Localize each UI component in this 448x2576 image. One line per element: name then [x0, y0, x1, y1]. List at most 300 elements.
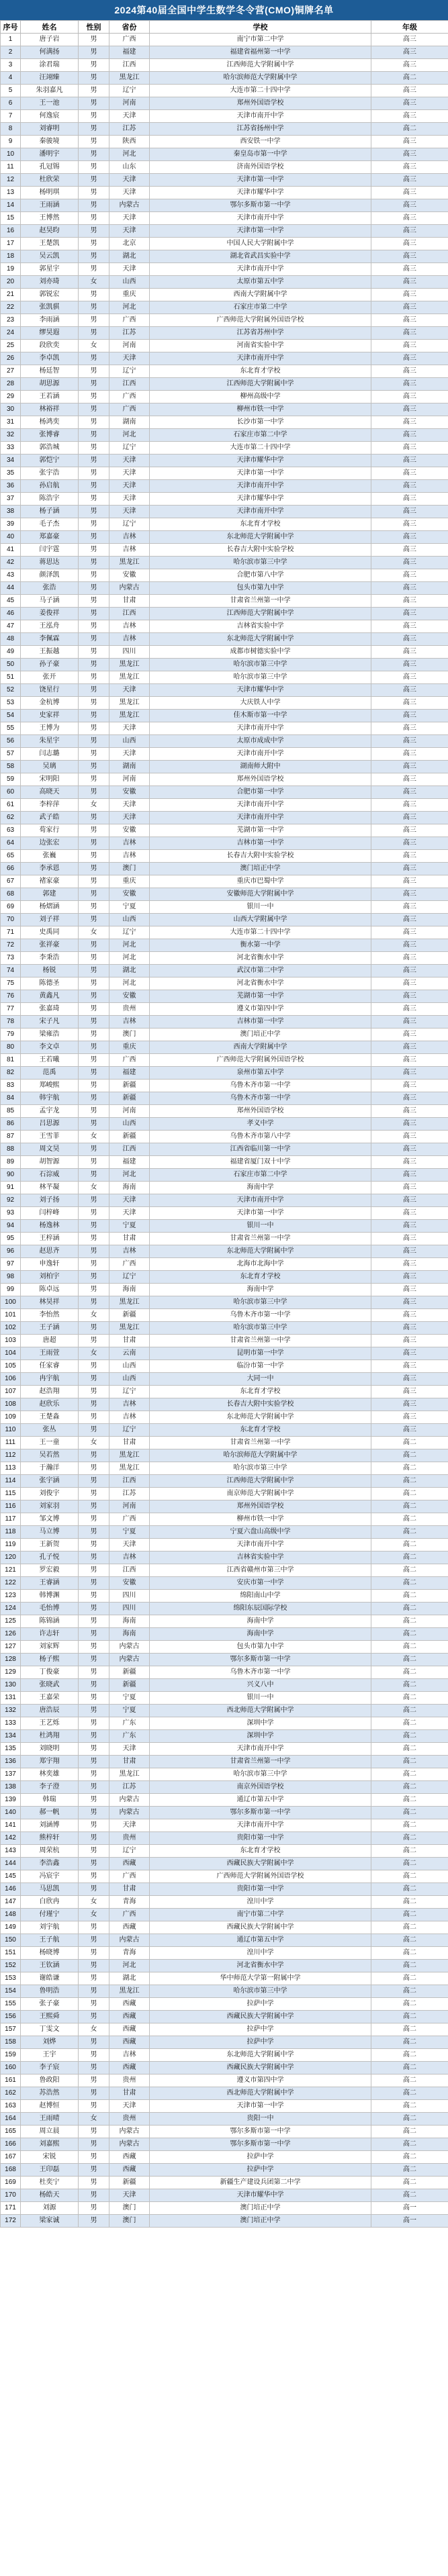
cell-school: 长春吉大附中实验学校 — [150, 850, 371, 863]
cell-gender: 男 — [79, 1870, 109, 1883]
cell-grade: 高二 — [371, 1909, 448, 1921]
cell-gender: 男 — [79, 1807, 109, 1819]
cell-grade: 高三 — [371, 1233, 448, 1245]
cell-index: 10 — [1, 148, 21, 161]
cell-name: 杜奕宁 — [21, 2177, 79, 2189]
cell-school: 孝义中学 — [150, 1118, 371, 1131]
cell-name: 李子宸 — [21, 2062, 79, 2074]
cell-school: 新疆生产建设兵团第二中学 — [150, 2177, 371, 2189]
cell-index: 130 — [1, 1679, 21, 1692]
cell-gender: 男 — [79, 1207, 109, 1220]
cell-gender: 男 — [79, 1998, 109, 2011]
cell-index: 89 — [1, 1156, 21, 1169]
cell-gender: 男 — [79, 1590, 109, 1603]
cell-grade: 高三 — [371, 506, 448, 518]
cell-school: 天津市第一中学 — [150, 2100, 371, 2113]
cell-school: 江西师范大学附属中学 — [150, 1475, 371, 1488]
cell-grade: 高三 — [371, 161, 448, 174]
cell-gender: 女 — [79, 1309, 109, 1322]
cell-gender: 男 — [79, 365, 109, 378]
cell-index: 108 — [1, 1398, 21, 1411]
cell-index: 118 — [1, 1526, 21, 1539]
cell-name: 马立博 — [21, 1526, 79, 1539]
medal-list-table — [0, 20, 448, 2228]
cell-school: 东北师范大学附属中学 — [150, 531, 371, 544]
cell-gender: 男 — [79, 620, 109, 633]
table-row — [1, 238, 448, 250]
cell-index: 56 — [1, 735, 21, 748]
cell-grade: 高三 — [371, 901, 448, 914]
cell-school: 天津市南开中学 — [150, 1743, 371, 1756]
cell-province: 江苏 — [109, 327, 150, 340]
table-row — [1, 378, 448, 391]
cell-grade: 高三 — [371, 365, 448, 378]
cell-grade: 高三 — [371, 174, 448, 187]
cell-grade: 高三 — [371, 1258, 448, 1271]
cell-grade: 高二 — [371, 1972, 448, 1985]
cell-gender: 男 — [79, 301, 109, 314]
table-row — [1, 72, 448, 85]
cell-province: 天津 — [109, 1743, 150, 1756]
cell-school: 天津市南开中学 — [150, 748, 371, 761]
cell-gender: 女 — [79, 1182, 109, 1194]
cell-grade: 高三 — [371, 1080, 448, 1092]
cell-province: 贵州 — [109, 2074, 150, 2087]
cell-index: 148 — [1, 1909, 21, 1921]
table-row — [1, 557, 448, 569]
cell-index: 65 — [1, 850, 21, 863]
cell-province: 宁夏 — [109, 1220, 150, 1233]
cell-name: 许志轩 — [21, 1628, 79, 1641]
cell-name: 闫志璐 — [21, 748, 79, 761]
cell-province: 澳门 — [109, 1029, 150, 1041]
cell-gender: 男 — [79, 1985, 109, 1998]
cell-grade: 高三 — [371, 1092, 448, 1105]
cell-school: 东北育才学校 — [150, 365, 371, 378]
cell-grade: 高三 — [371, 1003, 448, 1016]
cell-school: 泉州市第五中学 — [150, 1067, 371, 1080]
cell-index: 102 — [1, 1322, 21, 1335]
cell-name: 王一池 — [21, 97, 79, 110]
table-row — [1, 187, 448, 199]
cell-grade: 高二 — [371, 2151, 448, 2164]
cell-grade: 高三 — [371, 1016, 448, 1029]
cell-gender: 男 — [79, 136, 109, 148]
cell-province: 天津 — [109, 352, 150, 365]
cell-school: 南宁市第二中学 — [150, 1909, 371, 1921]
table-row — [1, 633, 448, 646]
cell-school: 山西大学附属中学 — [150, 914, 371, 926]
cell-province: 内蒙古 — [109, 199, 150, 212]
cell-school: 西藏民族大学附属中学 — [150, 2011, 371, 2023]
cell-name: 王博然 — [21, 212, 79, 225]
cell-grade: 高二 — [371, 1807, 448, 1819]
cell-grade: 高二 — [371, 1921, 448, 1934]
cell-school: 江西师范大学附属中学 — [150, 59, 371, 72]
cell-grade: 高三 — [371, 480, 448, 493]
cell-name: 褚家豪 — [21, 875, 79, 888]
cell-grade: 高三 — [371, 1207, 448, 1220]
cell-gender: 男 — [79, 1169, 109, 1182]
cell-grade: 高三 — [371, 1322, 448, 1335]
cell-province: 安徽 — [109, 1577, 150, 1590]
cell-grade: 高三 — [371, 1131, 448, 1143]
cell-grade: 高二 — [371, 1462, 448, 1475]
cell-name: 朱星宇 — [21, 735, 79, 748]
table-row — [1, 1513, 448, 1526]
cell-school: 南京外国语学校 — [150, 1781, 371, 1794]
table-row — [1, 748, 448, 761]
cell-school: 合肥市第一中学 — [150, 786, 371, 799]
cell-school: 包头市第九中学 — [150, 1641, 371, 1654]
cell-grade: 高三 — [371, 1424, 448, 1437]
table-row — [1, 544, 448, 557]
cell-index: 144 — [1, 1858, 21, 1870]
cell-gender: 女 — [79, 1909, 109, 1921]
cell-gender: 男 — [79, 2074, 109, 2087]
cell-index: 90 — [1, 1169, 21, 1182]
cell-name: 任家睿 — [21, 1360, 79, 1373]
cell-province: 新疆 — [109, 1666, 150, 1679]
cell-school: 临汾市第一中学 — [150, 1360, 371, 1373]
cell-gender: 女 — [79, 276, 109, 289]
cell-index: 97 — [1, 1258, 21, 1271]
table-row — [1, 773, 448, 786]
cell-school: 湖南师大附中 — [150, 761, 371, 773]
cell-gender: 男 — [79, 429, 109, 442]
cell-gender: 男 — [79, 2036, 109, 2049]
cell-index: 136 — [1, 1756, 21, 1768]
cell-gender: 男 — [79, 544, 109, 557]
cell-school: 东北师范大学附属中学 — [150, 633, 371, 646]
cell-province: 吉林 — [109, 850, 150, 863]
cell-name: 张祥豪 — [21, 939, 79, 952]
cell-gender: 男 — [79, 684, 109, 697]
cell-name: 张晓武 — [21, 1679, 79, 1692]
cell-gender: 男 — [79, 1819, 109, 1832]
cell-grade: 高三 — [371, 557, 448, 569]
cell-school: 大庆铁人中学 — [150, 697, 371, 710]
cell-gender: 男 — [79, 646, 109, 659]
cell-school: 天津市南开中学 — [150, 722, 371, 735]
cell-gender: 男 — [79, 2049, 109, 2062]
cell-province: 辽宁 — [109, 1271, 150, 1284]
cell-index: 51 — [1, 671, 21, 684]
table-row — [1, 1960, 448, 1972]
cell-grade: 高二 — [371, 1437, 448, 1449]
table-row — [1, 1705, 448, 1717]
cell-name: 王楚淼 — [21, 1411, 79, 1424]
cell-index: 111 — [1, 1437, 21, 1449]
cell-province: 吉林 — [109, 1398, 150, 1411]
table-row — [1, 1003, 448, 1016]
cell-name: 李秉浩 — [21, 952, 79, 965]
cell-gender: 男 — [79, 633, 109, 646]
table-row — [1, 391, 448, 403]
cell-province: 西藏 — [109, 1998, 150, 2011]
cell-gender: 男 — [79, 1271, 109, 1284]
cell-grade: 高三 — [371, 659, 448, 671]
cell-index: 13 — [1, 187, 21, 199]
table-row — [1, 136, 448, 148]
cell-gender: 男 — [79, 2062, 109, 2074]
table-row — [1, 416, 448, 429]
table-row — [1, 327, 448, 340]
cell-index: 162 — [1, 2087, 21, 2100]
cell-province: 天津 — [109, 1207, 150, 1220]
table-row — [1, 1386, 448, 1398]
table-row — [1, 1819, 448, 1832]
cell-index: 109 — [1, 1411, 21, 1424]
cell-school: 哈尔滨市第三中学 — [150, 1296, 371, 1309]
cell-province: 山西 — [109, 276, 150, 289]
cell-gender: 男 — [79, 1564, 109, 1577]
cell-province: 河北 — [109, 939, 150, 952]
cell-school: 银川一中 — [150, 1220, 371, 1233]
cell-province: 甘肃 — [109, 595, 150, 608]
cell-school: 贵阳市第一中学 — [150, 1832, 371, 1845]
cell-grade: 高三 — [371, 914, 448, 926]
table-row — [1, 914, 448, 926]
cell-school: 天津市第一中学 — [150, 1207, 371, 1220]
cell-name: 王子航 — [21, 1934, 79, 1947]
cell-gender: 男 — [79, 2087, 109, 2100]
cell-province: 天津 — [109, 684, 150, 697]
cell-gender: 男 — [79, 595, 109, 608]
table-row — [1, 1220, 448, 1233]
cell-grade: 高三 — [371, 544, 448, 557]
cell-grade: 高二 — [371, 1985, 448, 1998]
cell-index: 12 — [1, 174, 21, 187]
cell-gender: 男 — [79, 824, 109, 837]
cell-grade: 高三 — [371, 1220, 448, 1233]
cell-name: 谢皓谦 — [21, 1972, 79, 1985]
cell-grade: 高二 — [371, 1679, 448, 1692]
cell-name: 邹文博 — [21, 1513, 79, 1526]
table-row — [1, 225, 448, 238]
cell-school: 南京师范大学附属中学 — [150, 1488, 371, 1500]
table-row — [1, 1921, 448, 1934]
cell-gender: 男 — [79, 2202, 109, 2215]
cell-province: 河南 — [109, 1105, 150, 1118]
cell-index: 66 — [1, 863, 21, 875]
cell-province: 新疆 — [109, 1092, 150, 1105]
cell-grade: 高三 — [371, 416, 448, 429]
cell-gender: 男 — [79, 97, 109, 110]
cell-school: 太原市第五中学 — [150, 276, 371, 289]
cell-province: 天津 — [109, 722, 150, 735]
cell-school: 甘肃省兰州第一中学 — [150, 1437, 371, 1449]
cell-index: 19 — [1, 263, 21, 276]
cell-index: 62 — [1, 812, 21, 824]
cell-province: 内蒙古 — [109, 2126, 150, 2138]
cell-gender: 男 — [79, 1577, 109, 1590]
cell-province: 贵州 — [109, 1832, 150, 1845]
table-row — [1, 1347, 448, 1360]
cell-province: 黑龙江 — [109, 557, 150, 569]
cell-index: 103 — [1, 1335, 21, 1347]
cell-name: 陈德圣 — [21, 977, 79, 990]
cell-province: 宁夏 — [109, 1705, 150, 1717]
cell-school: 哈尔滨市第三中学 — [150, 671, 371, 684]
table-row — [1, 2164, 448, 2177]
cell-province: 福建 — [109, 1067, 150, 1080]
cell-school: 湟川中学 — [150, 1947, 371, 1960]
cell-grade: 高三 — [371, 518, 448, 531]
cell-grade: 高三 — [371, 990, 448, 1003]
cell-province: 青海 — [109, 1896, 150, 1909]
cell-index: 43 — [1, 569, 21, 582]
cell-index: 141 — [1, 1819, 21, 1832]
table-row — [1, 531, 448, 544]
cell-grade: 高三 — [371, 212, 448, 225]
cell-gender: 男 — [79, 250, 109, 263]
cell-school: 哈尔滨市第三中学 — [150, 557, 371, 569]
header-gender: 性别 — [79, 21, 109, 34]
cell-name: 鲁政阳 — [21, 2074, 79, 2087]
cell-school: 江苏省扬州中学 — [150, 123, 371, 136]
cell-grade: 高二 — [371, 2036, 448, 2049]
cell-school: 鄂尔多斯市第一中学 — [150, 1807, 371, 1819]
cell-index: 17 — [1, 238, 21, 250]
cell-grade: 高三 — [371, 671, 448, 684]
cell-name: 孔冠锡 — [21, 161, 79, 174]
cell-grade: 高三 — [371, 1054, 448, 1067]
cell-name: 荀家行 — [21, 824, 79, 837]
table-row — [1, 2202, 448, 2215]
cell-name: 李怡然 — [21, 1309, 79, 1322]
table-row — [1, 314, 448, 327]
cell-name: 闫梓峰 — [21, 1207, 79, 1220]
cell-grade: 高二 — [371, 1488, 448, 1500]
cell-gender: 男 — [79, 34, 109, 46]
cell-gender: 男 — [79, 225, 109, 238]
cell-index: 100 — [1, 1296, 21, 1309]
cell-name: 王振越 — [21, 646, 79, 659]
cell-grade: 高二 — [371, 1449, 448, 1462]
table-row — [1, 455, 448, 467]
cell-index: 158 — [1, 2036, 21, 2049]
cell-province: 宁夏 — [109, 1692, 150, 1705]
table-row — [1, 888, 448, 901]
cell-school: 武汉市第二中学 — [150, 965, 371, 977]
cell-grade: 高三 — [371, 633, 448, 646]
cell-grade: 高三 — [371, 1245, 448, 1258]
cell-gender: 男 — [79, 1284, 109, 1296]
header-school: 学校 — [150, 21, 371, 34]
cell-index: 48 — [1, 633, 21, 646]
cell-province: 甘肃 — [109, 2087, 150, 2100]
cell-province: 江西 — [109, 1143, 150, 1156]
cell-gender: 男 — [79, 238, 109, 250]
cell-gender: 男 — [79, 1118, 109, 1131]
cell-school: 乌鲁木齐市第一中学 — [150, 1092, 371, 1105]
cell-province: 江西 — [109, 59, 150, 72]
cell-grade: 高二 — [371, 1730, 448, 1743]
cell-index: 50 — [1, 659, 21, 671]
cell-grade: 高三 — [371, 620, 448, 633]
table-row — [1, 697, 448, 710]
cell-province: 西藏 — [109, 2023, 150, 2036]
cell-school: 大同一中 — [150, 1373, 371, 1386]
cell-school: 中国人民大学附属中学 — [150, 238, 371, 250]
cell-name: 于瀚洋 — [21, 1462, 79, 1475]
cell-province: 山西 — [109, 1360, 150, 1373]
cell-name: 周文昊 — [21, 1143, 79, 1156]
cell-school: 长沙市第一中学 — [150, 416, 371, 429]
cell-grade: 高三 — [371, 773, 448, 786]
cell-gender: 男 — [79, 174, 109, 187]
cell-index: 69 — [1, 901, 21, 914]
table-row — [1, 1182, 448, 1194]
cell-grade: 高三 — [371, 442, 448, 455]
cell-grade: 高三 — [371, 531, 448, 544]
cell-name: 刘亦琦 — [21, 276, 79, 289]
cell-name: 石淙威 — [21, 1169, 79, 1182]
cell-school: 海南中学 — [150, 1628, 371, 1641]
cell-index: 5 — [1, 85, 21, 97]
cell-grade: 高三 — [371, 1309, 448, 1322]
table-row — [1, 1309, 448, 1322]
cell-name: 林裕祥 — [21, 403, 79, 416]
cell-gender: 男 — [79, 1960, 109, 1972]
cell-name: 宋子凡 — [21, 1016, 79, 1029]
cell-gender: 男 — [79, 812, 109, 824]
table-row — [1, 646, 448, 659]
cell-name: 刘嘉熙 — [21, 2138, 79, 2151]
cell-name: 张开 — [21, 671, 79, 684]
table-row — [1, 1156, 448, 1169]
cell-index: 72 — [1, 939, 21, 952]
cell-name: 郑宇翔 — [21, 1756, 79, 1768]
cell-index: 25 — [1, 340, 21, 352]
table-row — [1, 2177, 448, 2189]
cell-name: 郑嘉豪 — [21, 531, 79, 544]
cell-grade: 高三 — [371, 110, 448, 123]
cell-name: 张巍 — [21, 850, 79, 863]
table-row — [1, 365, 448, 378]
cell-grade: 高二 — [371, 123, 448, 136]
cell-name: 毛怡博 — [21, 1603, 79, 1615]
cell-name: 胡智源 — [21, 1156, 79, 1169]
cell-grade: 高三 — [371, 1118, 448, 1131]
table-row — [1, 824, 448, 837]
cell-gender: 女 — [79, 2023, 109, 2036]
cell-grade: 高三 — [371, 786, 448, 799]
cell-school: 江西省赣州市第三中学 — [150, 1564, 371, 1577]
cell-name: 张子豪 — [21, 1998, 79, 2011]
cell-grade: 高二 — [371, 1705, 448, 1717]
cell-school: 湟川中学 — [150, 1896, 371, 1909]
cell-index: 105 — [1, 1360, 21, 1373]
cell-school: 哈尔滨市第三中学 — [150, 1462, 371, 1475]
cell-province: 山西 — [109, 914, 150, 926]
cell-name: 丁雯文 — [21, 2023, 79, 2036]
cell-province: 广西 — [109, 391, 150, 403]
cell-index: 163 — [1, 2100, 21, 2113]
cell-index: 134 — [1, 1730, 21, 1743]
table-row — [1, 1756, 448, 1768]
cell-school: 甘肃省兰州第一中学 — [150, 1756, 371, 1768]
cell-gender: 男 — [79, 1080, 109, 1092]
cell-school: 郑州外国语学校 — [150, 97, 371, 110]
cell-name: 孙子豪 — [21, 659, 79, 671]
cell-school: 贵阳一中 — [150, 2113, 371, 2126]
cell-index: 20 — [1, 276, 21, 289]
cell-index: 142 — [1, 1832, 21, 1845]
cell-name: 韩博渊 — [21, 1590, 79, 1603]
cell-grade: 高二 — [371, 1539, 448, 1552]
